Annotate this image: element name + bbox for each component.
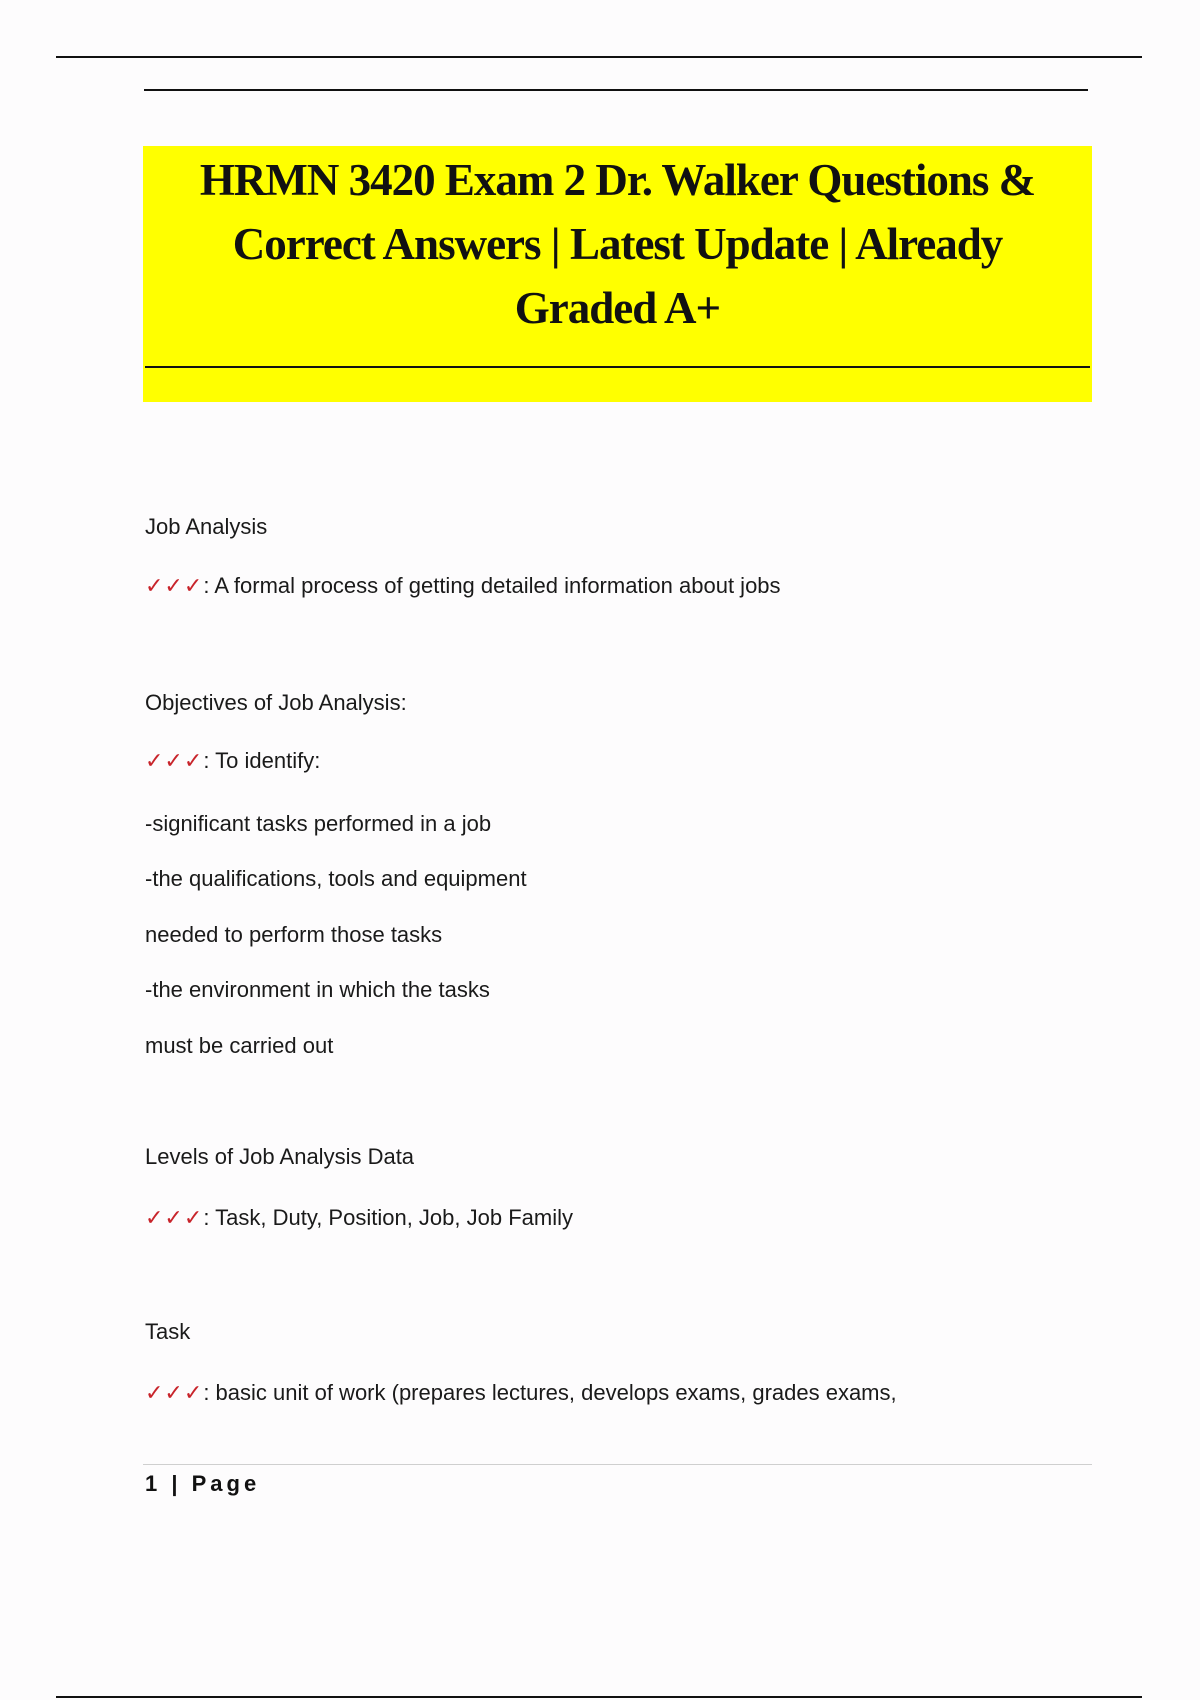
document-title bbox=[143, 146, 1092, 340]
answer-task bbox=[145, 1379, 897, 1407]
top-rule bbox=[56, 56, 1142, 58]
footer-rule bbox=[143, 1464, 1092, 1465]
title-banner bbox=[143, 146, 1092, 402]
answer-levels bbox=[145, 1204, 573, 1232]
term-levels: Levels of Job Analysis Data bbox=[145, 1144, 415, 1169]
title-line-3: Graded A+ bbox=[514, 283, 721, 333]
answer-detail-line: -the environment in which the tasks bbox=[145, 977, 490, 1002]
answer-text: : A formal process of getting detailed information about jobs bbox=[203, 573, 781, 598]
term-job-analysis: Job Analysis bbox=[145, 514, 268, 539]
answer-detail-line: must be carried out bbox=[145, 1033, 334, 1058]
checkmarks-icon: ✓✓✓ bbox=[145, 1205, 204, 1230]
answer-detail-line: -the qualifications, tools and equipment bbox=[145, 866, 527, 891]
header-rule bbox=[144, 89, 1088, 91]
bottom-rule bbox=[56, 1696, 1142, 1698]
title-line-2: Correct Answers | Latest Update | Already bbox=[232, 219, 1003, 269]
term-task: Task bbox=[145, 1319, 191, 1344]
answer-detail-line: needed to perform those tasks bbox=[145, 922, 443, 947]
title-underline bbox=[145, 366, 1090, 368]
checkmarks-icon: ✓✓✓ bbox=[145, 748, 204, 773]
answer-text: : basic unit of work (prepares lectures, develops exams, grades exams, bbox=[203, 1380, 897, 1405]
term-objectives: Objectives of Job Analysis: bbox=[145, 690, 407, 715]
answer-text: : To identify: bbox=[203, 748, 321, 773]
title-line-1: HRMN 3420 Exam 2 Dr. Walker Questions & bbox=[199, 155, 1036, 205]
answer-text: : Task, Duty, Position, Job, Job Family bbox=[203, 1205, 573, 1230]
answer-objectives bbox=[145, 747, 320, 775]
checkmarks-icon: ✓✓✓ bbox=[145, 1380, 204, 1405]
page-number: 1 | Page bbox=[145, 1471, 261, 1496]
checkmarks-icon: ✓✓✓ bbox=[145, 573, 204, 598]
answer-job-analysis bbox=[145, 572, 781, 600]
answer-detail-line: -significant tasks performed in a job bbox=[145, 811, 492, 836]
